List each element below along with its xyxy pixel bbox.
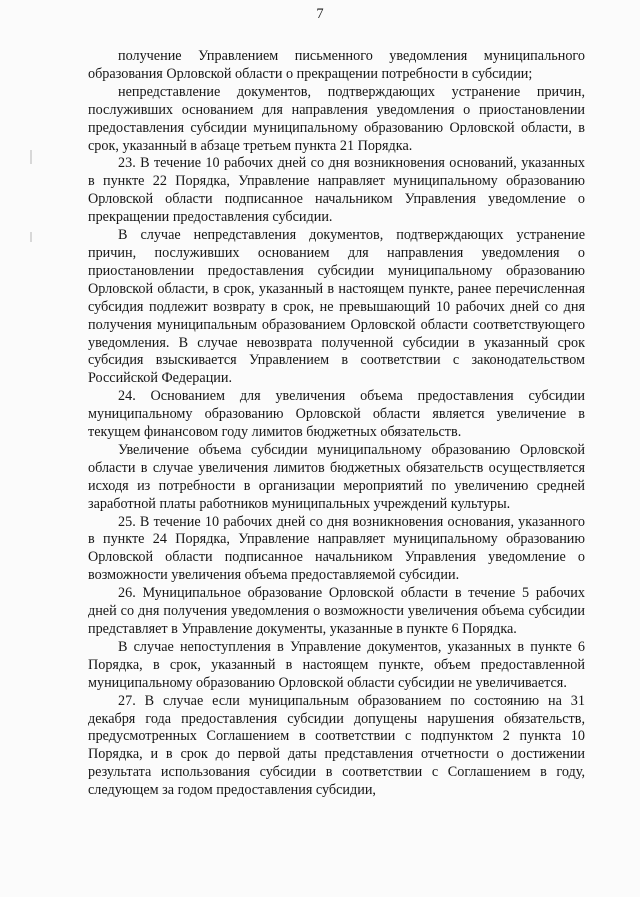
page-number: 7 (316, 6, 324, 22)
paragraph: 24. Основанием для увеличения объема предоставления субсидии муниципальному образованию Орловской области является увеличение в текущем финансовом году лимитов бюджетных обязательств. (88, 388, 585, 441)
paragraph: 23. В течение 10 рабочих дней со дня возникновения оснований, указанных в пункте 22 Порядка, Управление направляет муниципальному образованию Орловской области подписанное начальником Управления уведомление о прекращении предоставления субсидии. (88, 155, 585, 226)
paragraph: 26. Муниципальное образование Орловской области в течение 5 рабочих дней со дня получения уведомления о возможности увеличения объема субсидии представляет в Управление документы, указанные в пункте 6 Порядка. (88, 585, 585, 637)
scan-artifact (30, 232, 32, 242)
paragraph: В случае непоступления в Управление документов, указанных в пункте 6 Порядка, в срок, указанный в настоящем пункте, объем предоставленной муниципальному образованию Орловской области субсидии не увеличивается. (88, 638, 585, 691)
paragraph: непредставление документов, подтверждающих устранение причин, послуживших основанием для направления уведомления о приостановлении предоставления субсидии муниципальному образованию Орловской области, в срок, указанный в абзаце третьем пункта 21 Порядка. (88, 83, 585, 154)
paragraph: 27. В случае если муниципальным образованием по состоянию на 31 декабря года предоставления субсидии допущены нарушения обязательств, предусмотренных Соглашением в соответствии с подпунктом 2 пункта 10 Порядка, и в срок до первой даты представления отчетности о достижении результата использования субсидии в соответствии с Соглашением в году, следующем за годом предоставления субсидии, (88, 692, 585, 799)
document-body (88, 48, 585, 800)
paragraph: В случае непредставления документов, подтверждающих устранение причин, послуживших основанием для направления уведомления о приостановлении предоставления субсидии муниципальному образованию Орловской области, в срок, указанный в настоящем пункте, ранее перечисленная субсидия подлежит возврату в срок, не превышающий 10 рабочих дней со дня получения муниципальным образованием Орловской области соответствующего уведомления. В случае невозврата полученной субсидии в указанный срок субсидия взыскивается Управлением в соответствии с законодательством Российской Федерации. (88, 227, 585, 387)
paragraph: Увеличение объема субсидии муниципальному образованию Орловской области в случае увеличения лимитов бюджетных обязательств осуществляется исходя из потребности в организации мероприятий по увеличению средней заработной платы работников муниципальных учреждений культуры. (88, 441, 585, 512)
scan-artifact (30, 150, 32, 164)
paragraph: получение Управлением письменного уведомления муниципального образования Орловской области о прекращении потребности в субсидии; (88, 48, 585, 82)
paragraph: 25. В течение 10 рабочих дней со дня возникновения основания, указанного в пункте 24 Порядка, Управление направляет муниципальному образованию Орловской области подписанное начальником Управления уведомление о возможности увеличения объема предоставляемой субсидии. (88, 513, 585, 584)
